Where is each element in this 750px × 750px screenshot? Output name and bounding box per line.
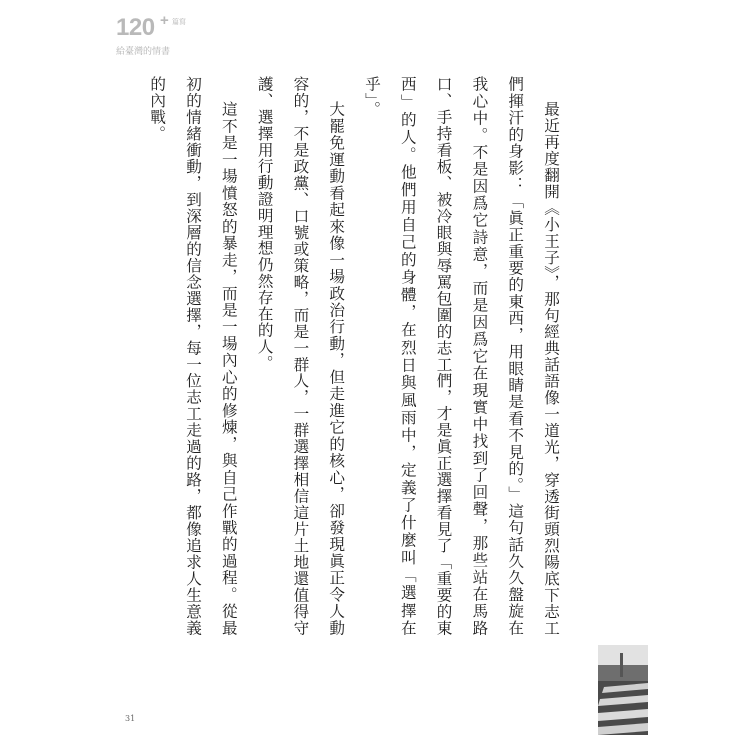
- logo-number: 120: [116, 14, 155, 41]
- paragraph-3: 這不是一場憤怒的暴走，而是一場內心的修煉，與自己作戰的過程。從最初的情緒衝動，到深層的信念選擇，每一位志工走過的路，都像追求人生意義的內戰。: [148, 76, 238, 636]
- page-number: 31: [125, 714, 136, 723]
- paragraph-1: 最近再度翻開《小王子》，那句經典話語像一道光，穿透街頭烈陽底下志工們揮汗的身影：「眞正重要的東西，用眼睛是看不見的。」這句話久久盤旋在我心中。不是因爲它詩意，而是因爲它在現實中找到了回聲，那些站在馬路口、手持看板、被冷眼與辱罵包圍的志工們，才是眞正選擇看見了「重要的東西」的人。他們用自己的身體，在烈日與風雨中，定義了什麼叫「選擇在乎」。: [363, 76, 560, 636]
- photo-icon: [598, 645, 648, 735]
- logo-small-text: 篇寫: [172, 18, 186, 26]
- logo-subtitle: 給臺灣的情書: [116, 47, 171, 57]
- logo-plus: +: [160, 12, 169, 29]
- paragraph-2: 大罷免運動看起來像一場政治行動，但走進它的核心，卻發現眞正令人動容的，不是政黨、口號或策略，而是一群人，一群選擇相信這片土地還值得守護、選擇用行動證明理想仍然存在的人。: [255, 76, 346, 636]
- body-text: [138, 76, 568, 636]
- book-logo: [116, 12, 226, 60]
- crosswalk-photo: [598, 645, 648, 735]
